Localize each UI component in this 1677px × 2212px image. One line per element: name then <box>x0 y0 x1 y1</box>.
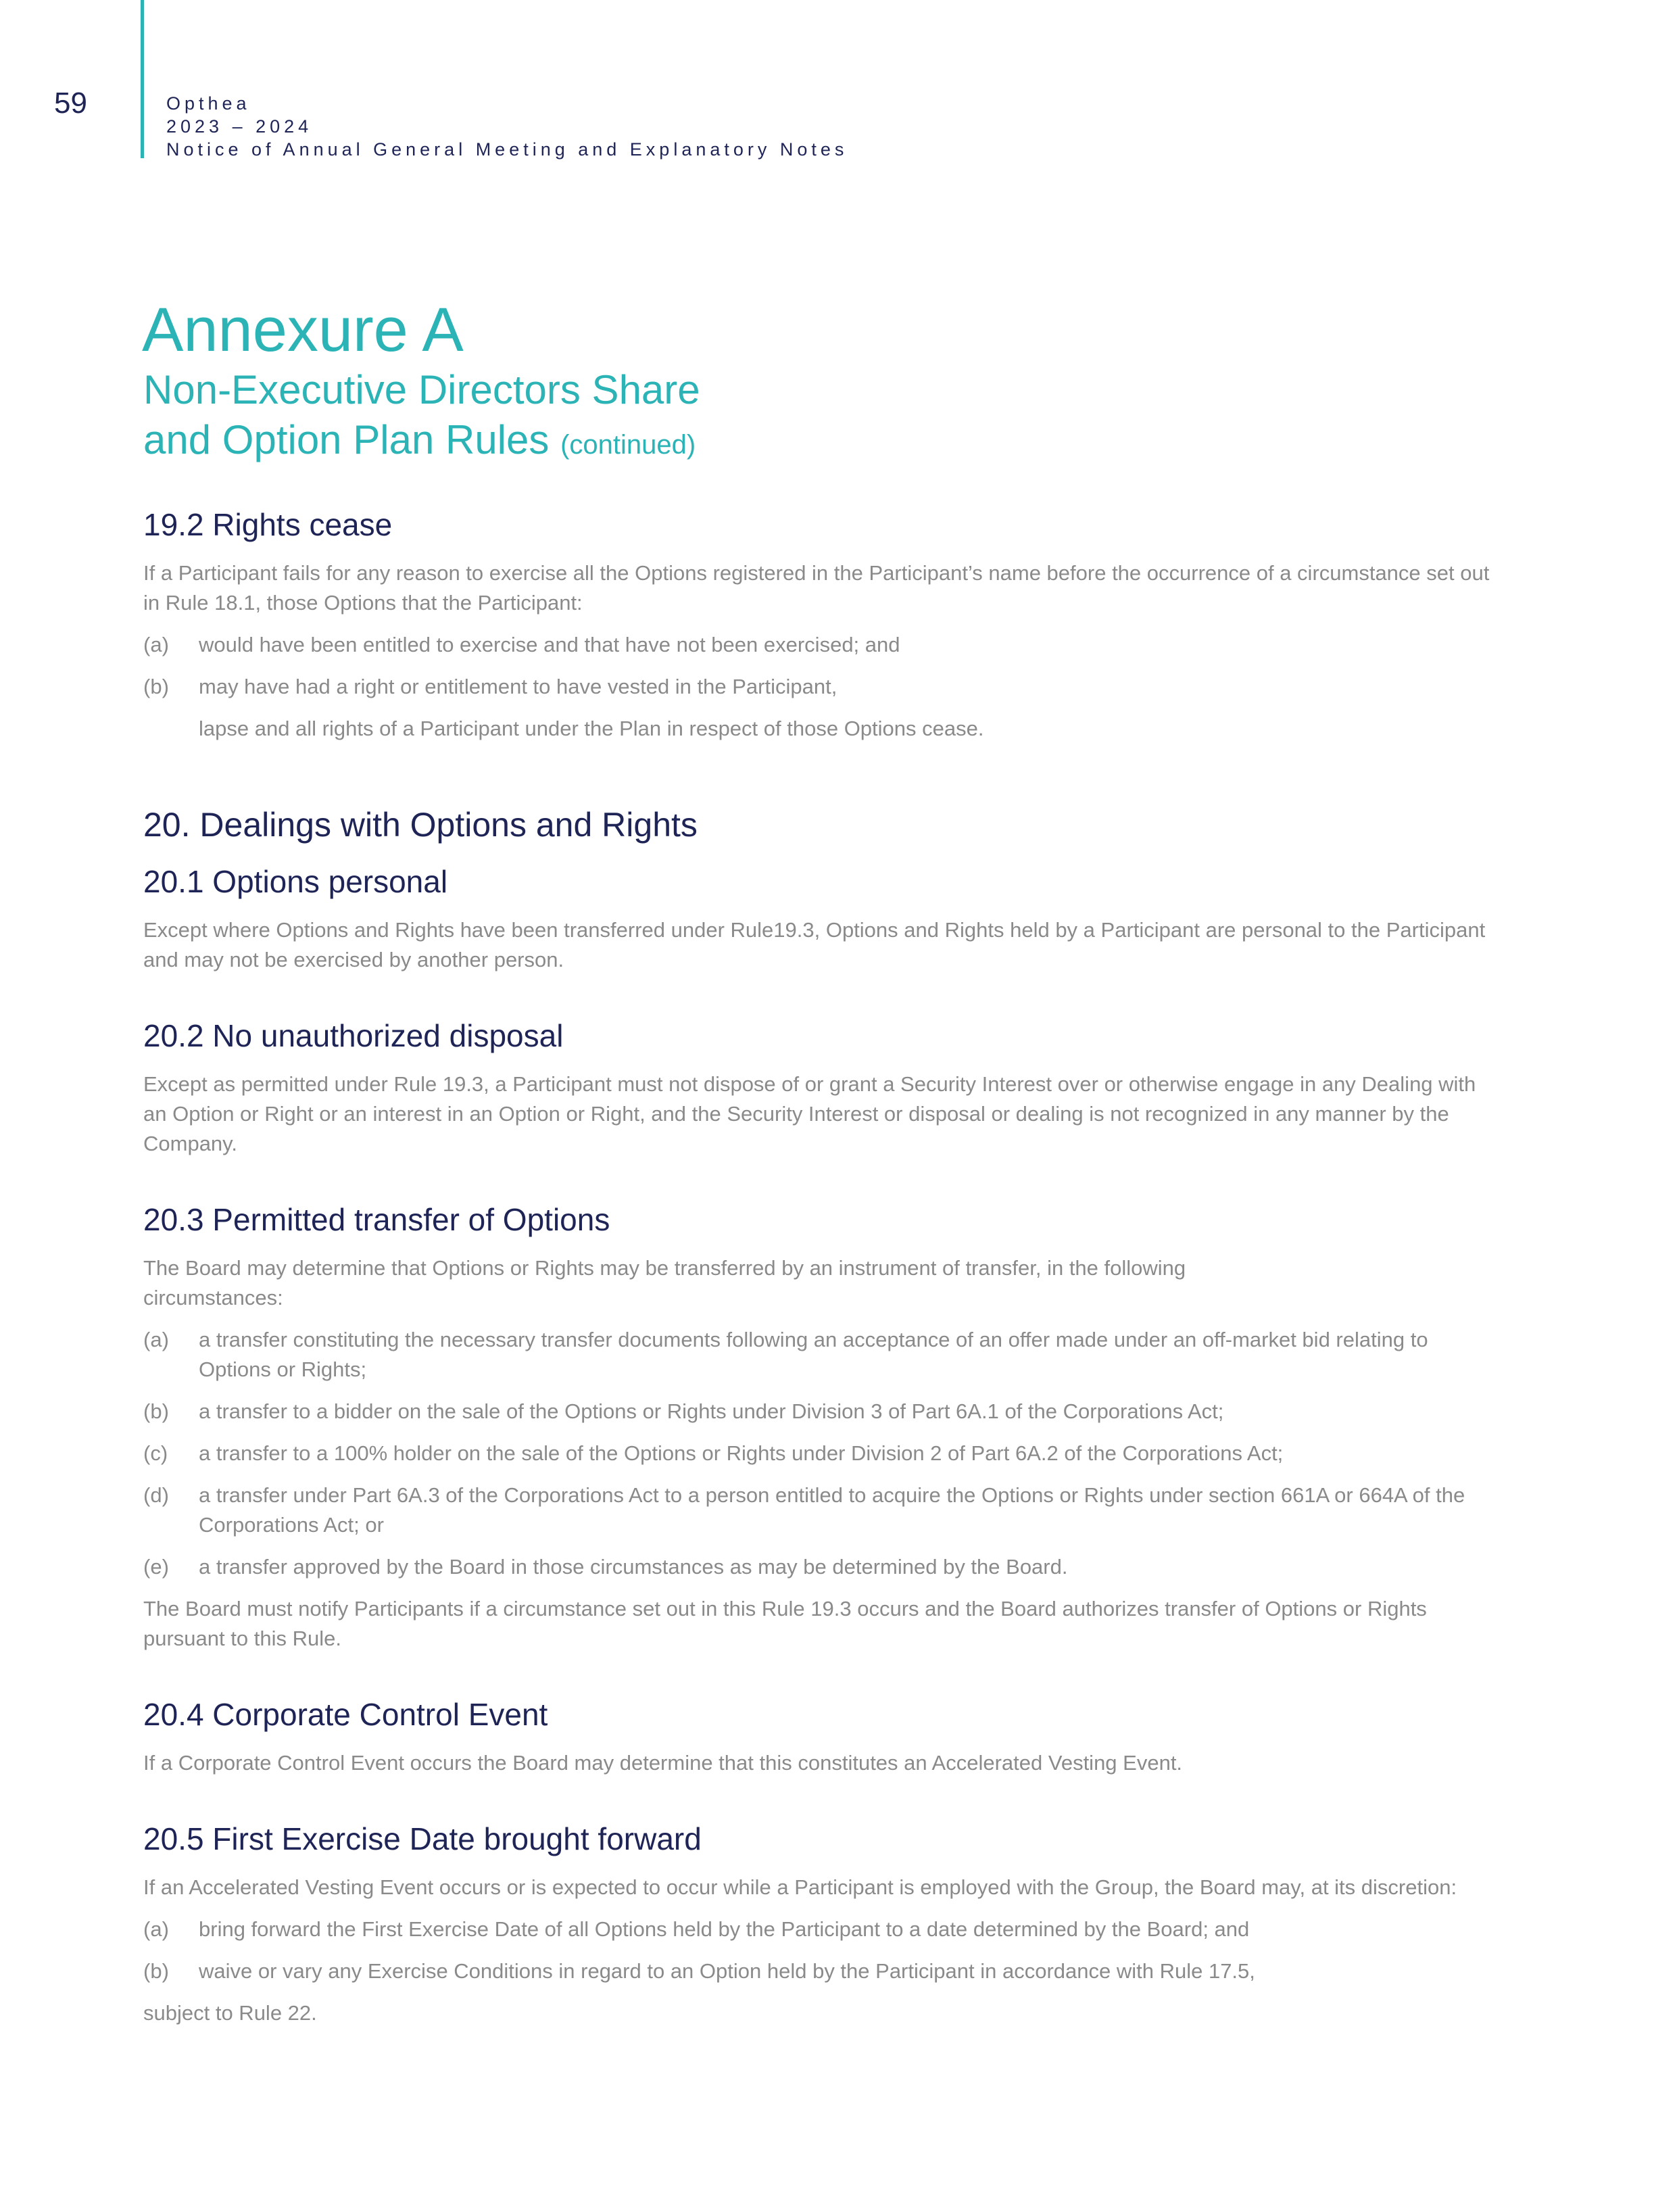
list-item-text: a transfer constituting the necessary transfer documents following an acceptance of an offer made under an off-market bid relating to Options or Rights; <box>199 1328 1428 1381</box>
list-item <box>143 1397 1495 1426</box>
paragraph-20-3-intro: The Board may determine that Options or Rights may be transferred by an instrument of transfer, in the following circumstances: <box>143 1256 1186 1309</box>
list-item-label: (c) <box>143 1441 168 1465</box>
list-item-label: (b) <box>143 675 169 698</box>
header-doc-title: Notice of Annual General Meeting and Explanatory Notes <box>166 139 848 160</box>
list-item-text: a transfer to a bidder on the sale of the Options or Rights under Division 3 of Part 6A.1 of the Corporations Act; <box>199 1399 1224 1423</box>
list-item-text: would have been entitled to exercise and that have not been exercised; and <box>199 633 900 656</box>
list-item-text: waive or vary any Exercise Conditions in regard to an Option held by the Participant in accordance with Rule 17.5, <box>199 1959 1255 1983</box>
list-item-label: (b) <box>143 1959 169 1983</box>
list-item-text: bring forward the First Exercise Date of all Options held by the Participant to a date determined by the Board; and <box>199 1917 1250 1941</box>
annexure-title: Annexure A <box>142 295 464 364</box>
list-item <box>143 1915 1495 1944</box>
document-body <box>143 506 1495 2040</box>
list-item-text: a transfer under Part 6A.3 of the Corporations Act to a person entitled to acquire the Options or Rights under section 661A or 664A of the Corporations Act; or <box>199 1483 1465 1537</box>
page-number: 59 <box>54 87 87 120</box>
header-years: 2023 – 2024 <box>166 116 313 137</box>
list-item-label: (d) <box>143 1483 169 1507</box>
list-item <box>143 630 1495 660</box>
list-item <box>143 1439 1495 1468</box>
heading-20-4: 20.4 Corporate Control Event <box>143 1697 548 1732</box>
heading-20-2: 20.2 No unauthorized disposal <box>143 1018 564 1053</box>
continued-label: (continued) <box>560 430 696 460</box>
heading-20-5: 20.5 First Exercise Date brought forward <box>143 1821 702 1856</box>
list-item-text: a transfer approved by the Board in those circumstances as may be determined by the Board. <box>199 1555 1068 1579</box>
heading-20-3: 20.3 Permitted transfer of Options <box>143 1202 610 1237</box>
list-item <box>143 1956 1495 1986</box>
list-item-label: (a) <box>143 1328 169 1351</box>
annexure-subtitle-line2-text: and Option Plan Rules <box>143 417 550 462</box>
running-header <box>166 92 848 161</box>
list-item <box>143 1552 1495 1582</box>
paragraph-19-2-intro: If a Participant fails for any reason to exercise all the Options registered in the Participant’s name before the occurrence of a circumstance set out in Rule 18.1, those Options that the Participant: <box>143 561 1490 615</box>
list-item <box>143 1325 1495 1385</box>
list-item <box>143 672 1495 702</box>
list-item-text: may have had a right or entitlement to have vested in the Participant, <box>199 675 837 698</box>
list-item-label: (a) <box>143 633 169 656</box>
paragraph-20-5-intro: If an Accelerated Vesting Event occurs or is expected to occur while a Participant is employed with the Group, the Board may, at its discretion: <box>143 1875 1457 1899</box>
paragraph-20-4: If a Corporate Control Event occurs the Board may determine that this constitutes an Accelerated Vesting Event. <box>143 1751 1183 1775</box>
annexure-subtitle-line2 <box>143 415 700 470</box>
annexure-subtitle <box>143 365 700 470</box>
header-company: Opthea <box>166 93 251 114</box>
paragraph-20-5-outro: subject to Rule 22. <box>143 2001 317 2025</box>
list-item-label: (b) <box>143 1399 169 1423</box>
paragraph-20-1: Except where Options and Rights have been transferred under Rule19.3, Options and Rights held by a Participant are personal to the Participant and may not be exercised by another person. <box>143 918 1486 971</box>
list-item-label: (a) <box>143 1917 169 1941</box>
paragraph-19-2-outro: lapse and all rights of a Participant under the Plan in respect of those Options cease. <box>199 717 984 740</box>
annexure-subtitle-line1: Non-Executive Directors Share <box>143 367 700 412</box>
heading-19-2: 19.2 Rights cease <box>143 507 393 542</box>
paragraph-20-3-outro: The Board must notify Participants if a circumstance set out in this Rule 19.3 occurs and the Board authorizes transfer of Options or Rights pursuant to this Rule. <box>143 1597 1427 1650</box>
list-item-label: (e) <box>143 1555 169 1579</box>
header-divider <box>141 0 144 158</box>
list-item-text: a transfer to a 100% holder on the sale of the Options or Rights under Division 2 of Part 6A.2 of the Corporations Act; <box>199 1441 1284 1465</box>
list-item <box>143 1481 1495 1540</box>
heading-20-1: 20.1 Options personal <box>143 864 448 899</box>
heading-20: 20. Dealings with Options and Rights <box>143 806 698 844</box>
paragraph-20-2: Except as permitted under Rule 19.3, a Participant must not dispose of or grant a Security Interest over or otherwise engage in any Dealing with an Option or Right or an interest in an Option or Right, and the Security Interest or disposal or dealing is not recognized in any manner by the Company. <box>143 1072 1476 1155</box>
